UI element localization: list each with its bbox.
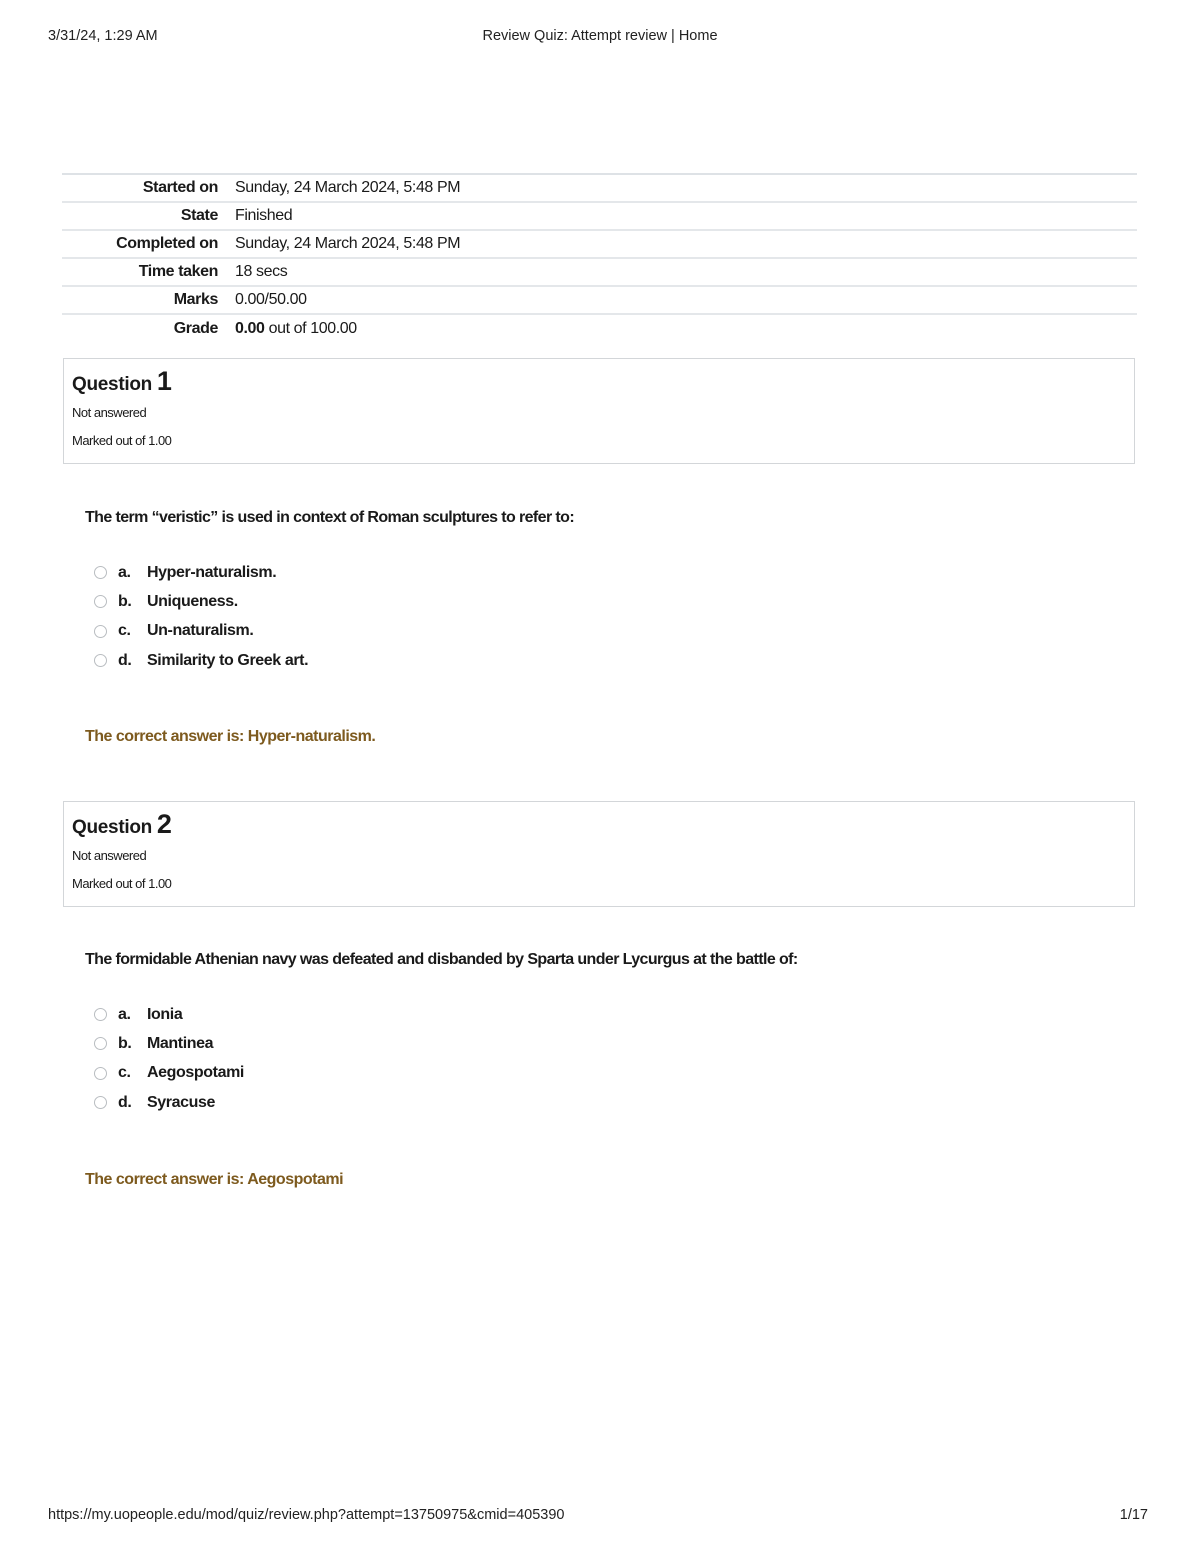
summary-label: Grade [173,320,218,337]
option-text: Ionia [147,1005,183,1023]
page-number: 1/17 [1119,1507,1148,1523]
radio-button[interactable] [94,625,107,638]
summary-value: Sunday, 24 March 2024, 5:48 PM [235,235,461,252]
question-text: The formidable Athenian navy was defeated and disbanded by Sparta under Lycurgus at the battle of: [85,951,798,968]
question-text: The term “veristic” is used in context of Roman sculptures to refer to: [85,509,575,526]
option-letter: b. [118,592,132,610]
question-grade: Marked out of 1.00 [72,433,172,448]
question-word: Question [72,374,152,395]
grade-score: 0.00 [235,320,265,337]
option-text: Uniqueness. [147,592,238,610]
question-info-box [63,358,1135,464]
summary-value: 18 secs [235,263,288,280]
attempt-summary-table [62,173,1137,343]
answer-option[interactable] [94,617,308,646]
summary-row-time-taken [62,259,1137,287]
question-state: Not answered [72,848,147,863]
summary-value: Finished [235,207,293,224]
question-word: Question [72,817,152,838]
question-grade: Marked out of 1.00 [72,876,172,891]
answer-option[interactable] [94,646,308,675]
summary-row-grade [62,315,1137,343]
summary-row-state [62,203,1137,231]
summary-label: Started on [142,179,218,196]
option-text: Similarity to Greek art. [147,651,309,669]
summary-value [218,320,357,338]
radio-button[interactable] [94,1067,107,1080]
answer-option[interactable] [94,558,308,587]
page-url: https://my.uopeople.edu/mod/quiz/review.php?attempt=13750975&cmid=405390 [48,1507,565,1523]
summary-label: State [180,207,218,224]
option-letter: b. [118,1034,132,1052]
answer-option[interactable] [94,1088,244,1117]
question-state: Not answered [72,405,147,420]
correct-answer-feedback: The correct answer is: Hyper-naturalism. [85,728,376,745]
print-footer [48,1507,1152,1527]
question-title [72,367,1126,399]
question-number: 2 [156,809,172,839]
answer-options [94,1000,244,1117]
summary-value: 0.00/50.00 [235,291,307,308]
answer-option[interactable] [94,1000,244,1029]
summary-row-started [62,175,1137,203]
question-number: 1 [156,366,172,396]
answer-option[interactable] [94,587,308,616]
print-page-title: Review Quiz: Attempt review | Home [482,28,718,44]
print-date: 3/31/24, 1:29 AM [48,28,158,44]
question-info-box [63,801,1135,907]
option-text: Syracuse [147,1093,215,1111]
option-text: Hyper-naturalism. [147,563,277,581]
summary-label: Completed on [116,235,218,252]
radio-button[interactable] [94,1096,107,1109]
option-text: Aegospotami [147,1064,244,1082]
radio-button[interactable] [94,1008,107,1021]
option-letter: c. [118,1064,131,1082]
option-letter: c. [118,622,131,640]
summary-label: Time taken [138,263,218,280]
print-header [48,28,1152,48]
summary-row-completed [62,231,1137,259]
option-letter: a. [118,1005,131,1023]
radio-button[interactable] [94,566,107,579]
summary-row-marks [62,287,1137,315]
answer-option[interactable] [94,1029,244,1058]
radio-button[interactable] [94,595,107,608]
radio-button[interactable] [94,654,107,667]
summary-value: Sunday, 24 March 2024, 5:48 PM [235,179,461,196]
option-text: Mantinea [147,1034,214,1052]
question-title [72,810,1126,842]
option-text: Un-naturalism. [147,622,254,640]
grade-out-of: out of 100.00 [264,320,357,337]
option-letter: d. [118,651,132,669]
radio-button[interactable] [94,1037,107,1050]
option-letter: d. [118,1093,132,1111]
option-letter: a. [118,563,131,581]
correct-answer-feedback: The correct answer is: Aegospotami [85,1171,344,1188]
answer-options [94,558,308,675]
summary-label: Marks [173,291,218,308]
answer-option[interactable] [94,1059,244,1088]
